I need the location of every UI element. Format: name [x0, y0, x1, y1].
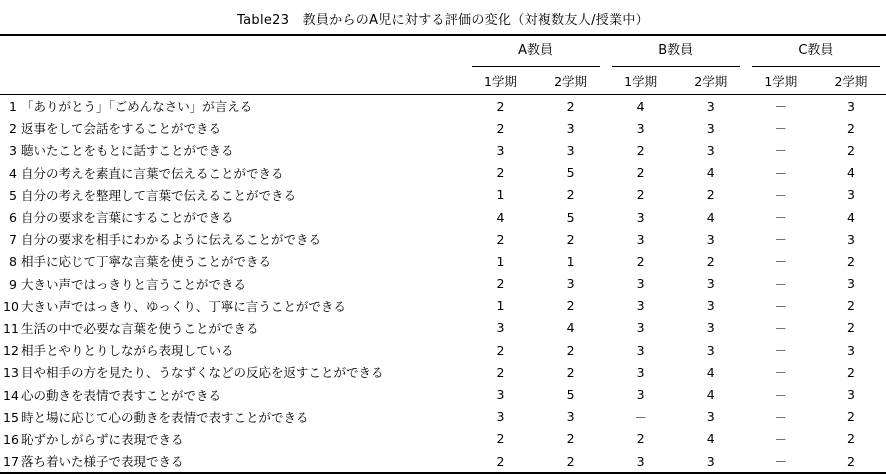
score-cell: 1	[496, 253, 505, 269]
score-cell: 3	[636, 298, 645, 314]
score-cell: 2	[566, 187, 575, 203]
score-cell: 3	[636, 120, 645, 136]
row-number: 7	[9, 232, 17, 248]
score-cell: －	[634, 409, 647, 425]
row-number: 10	[3, 298, 19, 314]
score-cell: 2	[636, 431, 645, 447]
row-label: 返事をして会話をすることができる	[21, 121, 222, 137]
score-cell: －	[774, 276, 788, 292]
row-label: 大きい声ではっきりと言うことができる	[21, 276, 247, 292]
table-row	[0, 95, 886, 118]
score-cell: 3	[846, 276, 855, 292]
score-cell: 3	[706, 142, 715, 158]
score-cell: －	[774, 409, 788, 425]
group-header-c: C教員	[752, 36, 880, 67]
evaluation-table	[0, 34, 886, 474]
score-cell: 3	[706, 120, 715, 136]
table-row	[0, 117, 886, 139]
score-cell: 4	[566, 320, 575, 336]
score-cell: 2	[846, 298, 855, 314]
table-row	[0, 184, 886, 206]
score-cell: －	[774, 343, 788, 359]
row-label-cell	[0, 162, 466, 184]
score-cell: 4	[846, 209, 855, 225]
score-cell: 2	[496, 231, 505, 247]
score-cell: －	[774, 210, 788, 226]
score-cell: 3	[566, 142, 575, 158]
row-label-cell	[0, 95, 466, 118]
score-cell: 3	[566, 120, 575, 136]
score-cell: 2	[846, 320, 855, 336]
term-header: 2学期	[676, 67, 746, 95]
score-cell: 4	[496, 209, 505, 225]
row-label-cell	[0, 428, 466, 450]
row-label-cell	[0, 295, 466, 317]
score-cell: 4	[706, 209, 715, 225]
term-header: 2学期	[536, 67, 606, 95]
row-label: 相手とやりとりしながら表現している	[21, 343, 234, 359]
row-number: 13	[3, 365, 19, 381]
group-header-a: A教員	[472, 36, 600, 67]
score-cell: 4	[846, 165, 855, 181]
score-cell: 2	[536, 450, 606, 473]
score-cell: 5	[566, 387, 575, 403]
score-cell: 2	[496, 98, 505, 114]
score-cell: －	[774, 365, 788, 381]
score-cell: 3	[846, 187, 855, 203]
table-row	[0, 273, 886, 295]
score-cell: 3	[636, 276, 645, 292]
score-cell: －	[774, 99, 788, 115]
score-cell: 3	[706, 320, 715, 336]
row-label: 心の動きを表情で表すことができる	[21, 387, 222, 403]
score-cell: 3	[846, 231, 855, 247]
score-cell: 2	[566, 364, 575, 380]
score-cell: －	[774, 121, 788, 137]
score-cell: 2	[466, 450, 536, 473]
table-row	[0, 428, 886, 450]
row-label: 自分の考えを整理して言葉で伝えることができる	[21, 187, 297, 203]
row-number: 5	[9, 187, 17, 203]
score-cell: 3	[496, 409, 505, 425]
row-label-cell	[0, 361, 466, 383]
score-cell: 2	[636, 165, 645, 181]
score-cell: 2	[496, 120, 505, 136]
row-number: 4	[9, 165, 17, 181]
table-row	[0, 139, 886, 161]
row-number: 16	[3, 431, 19, 447]
header-corner	[0, 35, 466, 67]
score-cell: －	[746, 450, 816, 473]
row-number: 3	[9, 143, 17, 159]
score-cell: 1	[496, 187, 505, 203]
score-cell: －	[774, 320, 788, 336]
score-cell: 4	[706, 364, 715, 380]
table-row	[0, 295, 886, 317]
score-cell: 3	[706, 276, 715, 292]
score-cell: 1	[496, 298, 505, 314]
score-cell: 2	[636, 187, 645, 203]
term-header: 1学期	[466, 67, 536, 95]
row-number: 8	[9, 254, 17, 270]
table-row	[0, 406, 886, 428]
score-cell: 3	[566, 276, 575, 292]
score-cell: 3	[706, 298, 715, 314]
row-label: 生活の中で必要な言葉を使うことができる	[21, 320, 259, 336]
score-cell: －	[774, 232, 788, 248]
score-cell: －	[774, 165, 788, 181]
score-cell: 3	[636, 342, 645, 358]
score-cell: 3	[706, 342, 715, 358]
score-cell: 3	[846, 342, 855, 358]
table-row	[0, 361, 886, 383]
table-row	[0, 339, 886, 361]
row-label-cell	[0, 383, 466, 405]
score-cell: －	[774, 187, 788, 203]
row-label-cell	[0, 117, 466, 139]
row-label: 相手に応じて丁寧な言葉を使うことができる	[21, 254, 272, 270]
score-cell: 4	[706, 431, 715, 447]
row-label: 自分の要求を言葉にすることができる	[21, 210, 234, 226]
score-cell: 5	[566, 165, 575, 181]
term-header: 2学期	[816, 67, 886, 95]
table-title: Table23 教員からのA児に対する評価の変化（対複数友人/授業中）	[237, 13, 649, 28]
row-label: 自分の要求を相手にわかるように伝えることができる	[21, 232, 322, 248]
group-header-row	[0, 35, 886, 67]
score-cell: 3	[636, 209, 645, 225]
row-label: 恥ずかしがらずに表現できる	[21, 431, 184, 447]
score-cell: 2	[636, 142, 645, 158]
score-cell: －	[774, 387, 788, 403]
row-label-cell	[0, 228, 466, 250]
term-header: 1学期	[606, 67, 676, 95]
row-number: 12	[3, 343, 19, 359]
score-cell: －	[774, 431, 788, 447]
score-cell: 2	[846, 409, 855, 425]
row-number: 1	[9, 99, 17, 115]
score-cell: 2	[846, 120, 855, 136]
score-cell: 2	[846, 142, 855, 158]
row-number: 14	[3, 387, 19, 403]
score-cell: 2	[846, 431, 855, 447]
score-cell: 5	[566, 209, 575, 225]
score-cell: －	[774, 254, 788, 270]
score-cell: 4	[636, 98, 645, 114]
row-label-cell	[0, 184, 466, 206]
score-cell: 2	[496, 276, 505, 292]
score-cell: 3	[606, 450, 676, 473]
row-label: 目や相手の方を見たり、うなずくなどの反応を返すことができる	[21, 365, 384, 381]
score-cell: 3	[636, 231, 645, 247]
score-cell: 3	[636, 387, 645, 403]
row-label-cell	[0, 206, 466, 228]
row-label: 落ち着いた様子で表現できる	[21, 454, 184, 470]
score-cell: 3	[636, 320, 645, 336]
row-number: 9	[9, 276, 17, 292]
table-row	[0, 206, 886, 228]
row-label-cell	[0, 317, 466, 339]
row-label-cell	[0, 250, 466, 272]
row-number: 6	[9, 210, 17, 226]
row-label-cell	[0, 339, 466, 361]
score-cell: 3	[566, 409, 575, 425]
score-cell: 2	[566, 298, 575, 314]
score-cell: 3	[846, 98, 855, 114]
row-number: 17	[3, 454, 19, 470]
score-cell: 2	[816, 450, 886, 473]
table-row	[0, 250, 886, 272]
score-cell: 3	[496, 387, 505, 403]
table-row	[0, 383, 886, 405]
score-cell: 3	[496, 142, 505, 158]
row-label: 大きい声ではっきり、ゆっくり、丁寧に言うことができる	[21, 298, 346, 314]
row-number: 2	[9, 121, 17, 137]
score-cell: 4	[706, 387, 715, 403]
score-cell: －	[774, 298, 788, 314]
sub-header-corner	[0, 67, 466, 95]
row-label: 時と場に応じて心の動きを表情で表すことができる	[21, 409, 309, 425]
score-cell: 2	[496, 342, 505, 358]
score-cell: 3	[706, 409, 715, 425]
score-cell: 1	[566, 253, 575, 269]
score-cell: 2	[636, 253, 645, 269]
table-row	[0, 228, 886, 250]
score-cell: 2	[706, 253, 715, 269]
score-cell: 2	[566, 98, 575, 114]
score-cell: 2	[496, 364, 505, 380]
row-label: 「ありがとう」「ごめんなさい」が言える	[21, 99, 253, 115]
score-cell: 3	[676, 450, 746, 473]
row-label: 聴いたことをもとに話すことができる	[21, 143, 234, 159]
row-label: 自分の考えを素直に言葉で伝えることができる	[21, 165, 284, 181]
score-cell: 3	[706, 231, 715, 247]
score-cell: 2	[566, 231, 575, 247]
table-row	[0, 317, 886, 339]
group-header-b: B教員	[612, 36, 740, 67]
score-cell: 2	[846, 253, 855, 269]
row-number: 15	[3, 409, 19, 425]
score-cell: 2	[846, 364, 855, 380]
term-header: 1学期	[746, 67, 816, 95]
score-cell: 4	[706, 165, 715, 181]
score-cell: －	[774, 143, 788, 159]
table-row	[0, 162, 886, 184]
score-cell: 3	[496, 320, 505, 336]
score-cell: 2	[566, 431, 575, 447]
score-cell: 2	[496, 165, 505, 181]
score-cell: 3	[846, 387, 855, 403]
score-cell: 2	[706, 187, 715, 203]
row-label-cell	[0, 139, 466, 161]
score-cell: 2	[566, 342, 575, 358]
row-number: 11	[3, 320, 19, 336]
row-label-cell	[0, 406, 466, 428]
row-label-cell	[0, 273, 466, 295]
score-cell: 2	[496, 431, 505, 447]
score-cell: 3	[706, 98, 715, 114]
score-cell: 3	[636, 364, 645, 380]
term-header-row	[0, 67, 886, 95]
